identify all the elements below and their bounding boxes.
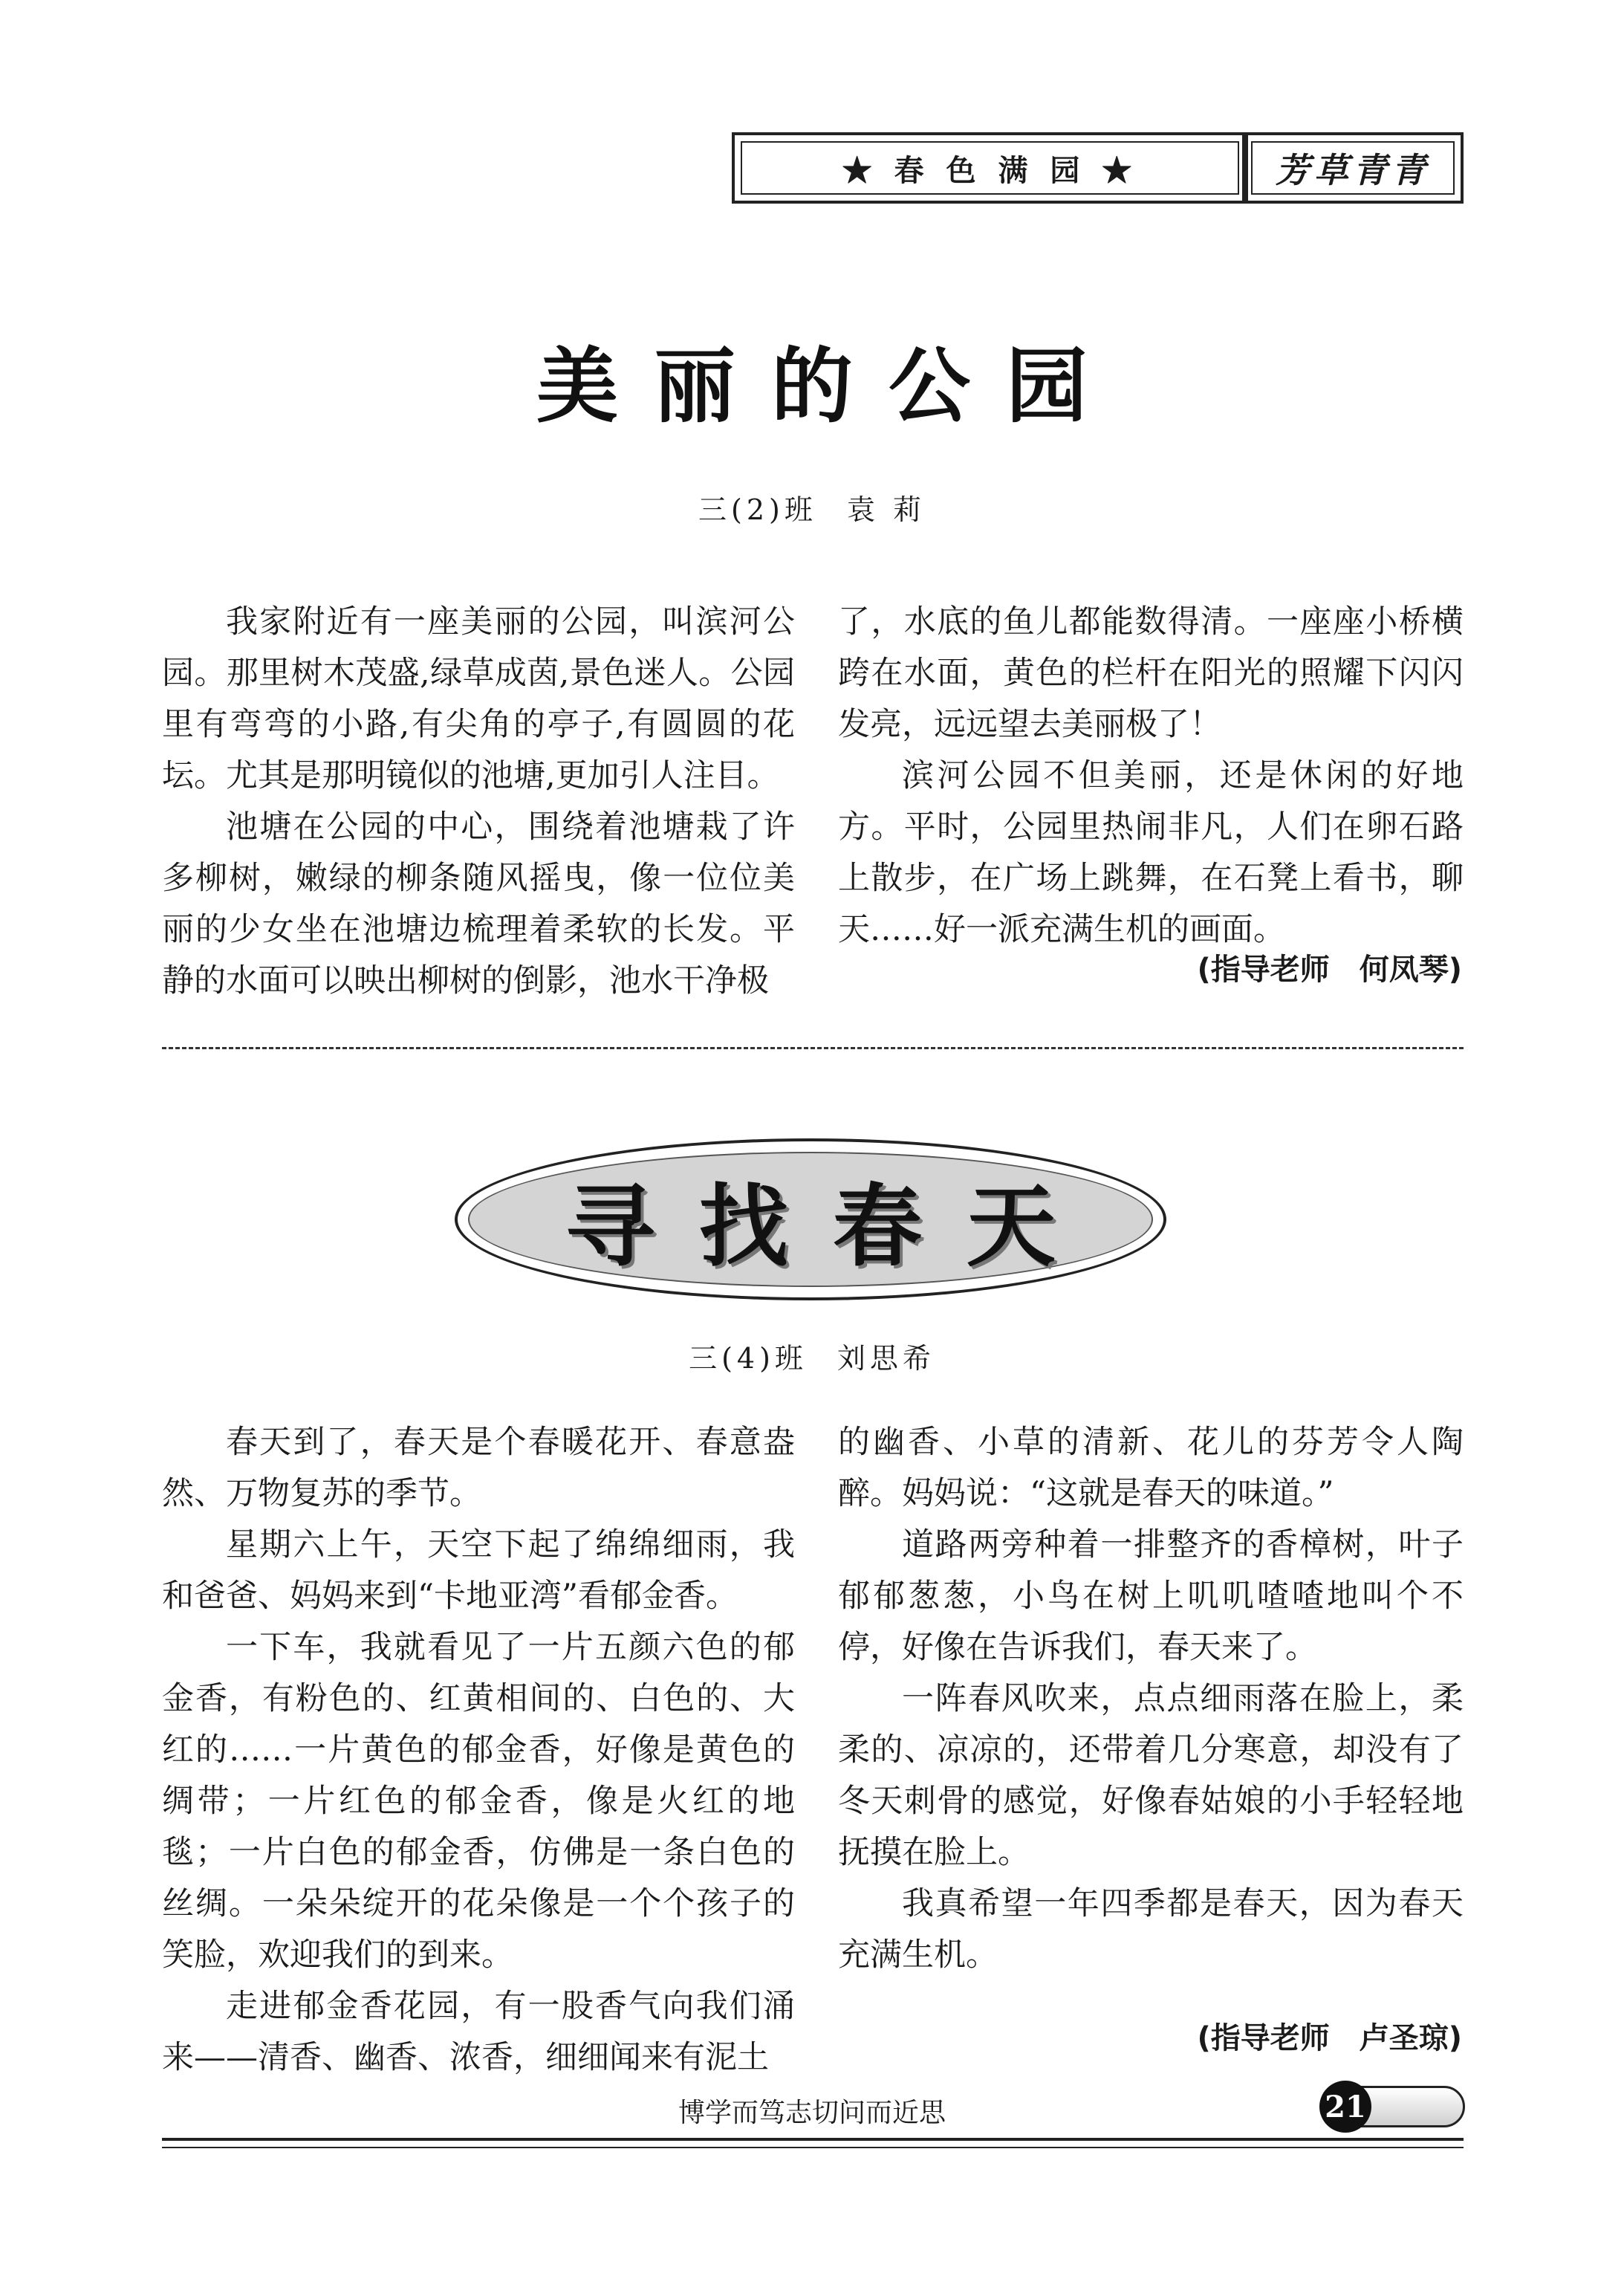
article2-paragraph: 星期六上午，天空下起了绵绵细雨，我和爸爸、妈妈来到“卡地亚湾”看郁金香。: [162, 1526, 795, 1615]
article2-byline: [0, 1335, 1624, 1376]
article1-byline: [0, 487, 1624, 528]
footer-rule-thin: [162, 2147, 1464, 2148]
article1-paragraph: 池塘在公园的中心，围绕着池塘栽了许多柳树，嫩绿的柳条随风摇曳，像一位位美丽的少女坐在池塘边梳理着柔软的长发。平静的水面可以映出柳树的倒影，池水干净极: [162, 808, 795, 999]
article2-left-column: [162, 1417, 795, 2084]
article1-paragraph: 了，水底的鱼儿都能数得清。一座座小桥横跨在水面，黄色的栏杆在阳光的照耀下闪闪发亮，远远望去美丽极了！: [838, 603, 1464, 743]
page-number: 21: [1319, 2081, 1371, 2133]
article1-author: 袁 莉: [846, 493, 926, 526]
footer-rule: [162, 2138, 1464, 2141]
section-label: ★ 春 色 满 园 ★: [741, 141, 1239, 195]
article2-class: 三(4)班: [689, 1342, 808, 1375]
article2-author: 刘思希: [837, 1342, 935, 1375]
section-header-box: [732, 132, 1248, 204]
article2-paragraph: 一下车，我就看见了一片五颜六色的郁金香，有粉色的、红黄相间的、白色的、大红的……一片黄色的郁金香，好像是黄色的绸带；一片红色的郁金香，像是火红的地毯；一片白色的郁金香，仿佛是一条白色的丝绸。一朵朵绽开的花朵像是一个个孩子的笑脸，欢迎我们的到来。: [162, 1629, 795, 1974]
article2-paragraph: 走进郁金香花园，有一股香气向我们涌来——清香、幽香、浓香，细细闻来有泥土: [162, 1988, 795, 2076]
article2-title-oval: [455, 1138, 1166, 1300]
article2-right-column: [838, 1417, 1464, 1981]
column-tag-box: [1242, 132, 1464, 204]
column-label: 芳草青青: [1251, 141, 1455, 195]
article2-teacher: (指导老师 卢圣琼): [1197, 2021, 1462, 2055]
article1-teacher: (指导老师 何凤琴): [1197, 953, 1462, 987]
article1-paragraph: 滨河公园不但美丽，还是休闲的好地方。平时，公园里热闹非凡，人们在卵石路上散步，在广场上跳舞，在石凳上看书，聊天……好一派充满生机的画面。: [838, 757, 1464, 948]
article2-paragraph: 的幽香、小草的清新、花儿的芬芳令人陶醉。妈妈说：“这就是春天的味道。”: [838, 1424, 1464, 1512]
article-divider: [162, 1047, 1464, 1049]
article1-title: 美丽的公园: [536, 339, 1123, 434]
article2-title: 寻找春天: [565, 1174, 1100, 1279]
article2-paragraph: 一阵春风吹来，点点细雨落在脸上，柔柔的、凉凉的，还带着几分寒意，却没有了冬天刺骨的感觉，好像春姑娘的小手轻轻地抚摸在脸上。: [838, 1680, 1464, 1871]
article1-left-column: [162, 597, 795, 1007]
article1-class: 三(2)班: [698, 493, 817, 526]
article2-paragraph: 春天到了，春天是个春暖花开、春意盎然、万物复苏的季节。: [162, 1424, 795, 1512]
article1-right-column: [838, 597, 1464, 956]
footer-motto: 博学而笃志切问而近思: [678, 2098, 946, 2128]
article1-paragraph: 我家附近有一座美丽的公园，叫滨河公园。那里树木茂盛,绿草成茵,景色迷人。公园里有弯弯的小路,有尖角的亭子,有圆圆的花坛。尤其是那明镜似的池塘,更加引人注目。: [162, 603, 795, 794]
article2-paragraph: 我真希望一年四季都是春天，因为春天充满生机。: [838, 1885, 1464, 1974]
article2-paragraph: 道路两旁种着一排整齐的香樟树，叶子郁郁葱葱，小鸟在树上叽叽喳喳地叫个不停，好像在告诉我们，春天来了。: [838, 1526, 1464, 1666]
